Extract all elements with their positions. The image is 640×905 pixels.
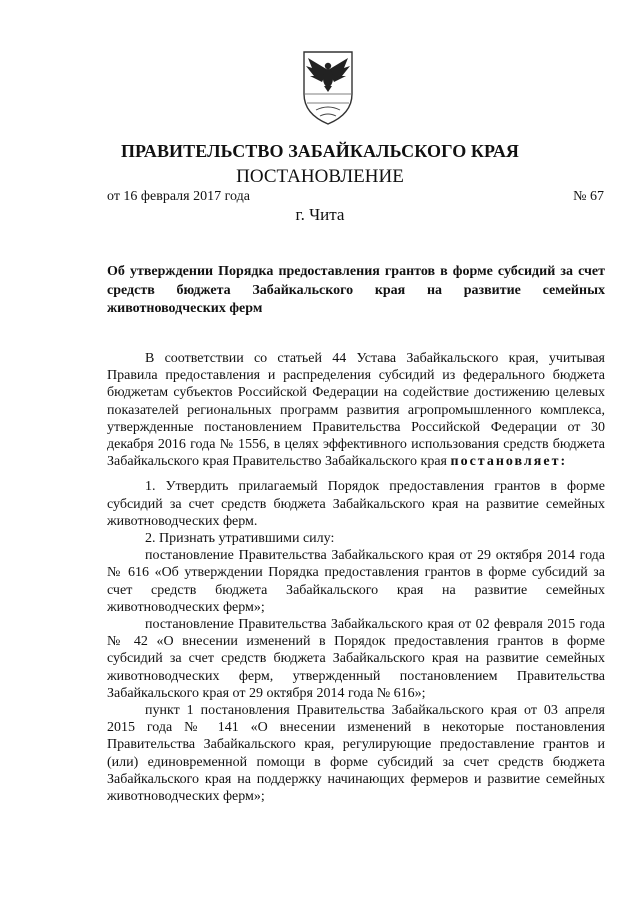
document-number: № 67 — [573, 189, 604, 204]
organization-name: ПРАВИТЕЛЬСТВО ЗАБАЙКАЛЬСКОГО КРАЯ — [120, 141, 520, 161]
coat-of-arms-icon — [296, 48, 360, 126]
decree-word: постановляет: — [450, 454, 568, 470]
sub-item-3: пункт 1 постановления Правительства Забайкальского края от 03 апреля 2015 года № 141 «О внесении изменений в некоторые постановления Правительства Забайкальского края, регулирующие предоставление грантов и (или) единовременной помощи в форме субсидий за счет средств бюджета Забайкальского края на поддержку начинающих фермеров и развитие семейных животноводческих ферм»; — [107, 703, 605, 805]
item-2: 2. Признать утратившими силу: — [145, 531, 335, 547]
document-body — [107, 350, 605, 805]
document-type: ПОСТАНОВЛЕНИЕ — [236, 166, 404, 187]
document-city: г. Чита — [295, 205, 345, 224]
sub-item-1: постановление Правительства Забайкальского края от 29 октября 2014 года № 616 «Об утверждении Порядка предоставления грантов в форме субсидий за счет средств бюджета Забайкальского края на развитие семейных животноводческих ферм»; — [107, 548, 605, 615]
document-title: Об утверждении Порядка предоставления грантов в форме субсидий за счет средств бюджета Забайкальского края на развитие семейных животноводческих ферм — [107, 264, 605, 316]
document-date: от 16 февраля 2017 года — [107, 189, 250, 204]
item-1: 1. Утвердить прилагаемый Порядок предоставления грантов в форме субсидий за счет средств бюджета Забайкальского края на развитие семейных животноводческих ферм. — [107, 479, 605, 529]
preamble-paragraph — [107, 350, 605, 470]
sub-item-2: постановление Правительства Забайкальского края от 02 февраля 2015 года № 42 «О внесении изменений в Порядок предоставления грантов в форме субсидий за счет средств бюджета Забайкальского края на развитие семейных животноводческих ферм, утвержденный постановлением Правительства Забайкальского края от 29 октября 2014 года № 616»; — [107, 617, 605, 701]
preamble-text: В соответствии со статьей 44 Устава Забайкальского края, учитывая Правила предоставления и распределения субсидий из федерального бюджета бюджетам субъектов Российской Федерации на содействие достижению целевых показателей региональных программ развития агропромышленного комплекса, утвержденные постановлением Правительства Российской Федерации от 30 декабря 2016 года № 1556, в целях эффективного использования средств бюджета Забайкальского края Правительство Забайкальского края — [107, 351, 605, 470]
